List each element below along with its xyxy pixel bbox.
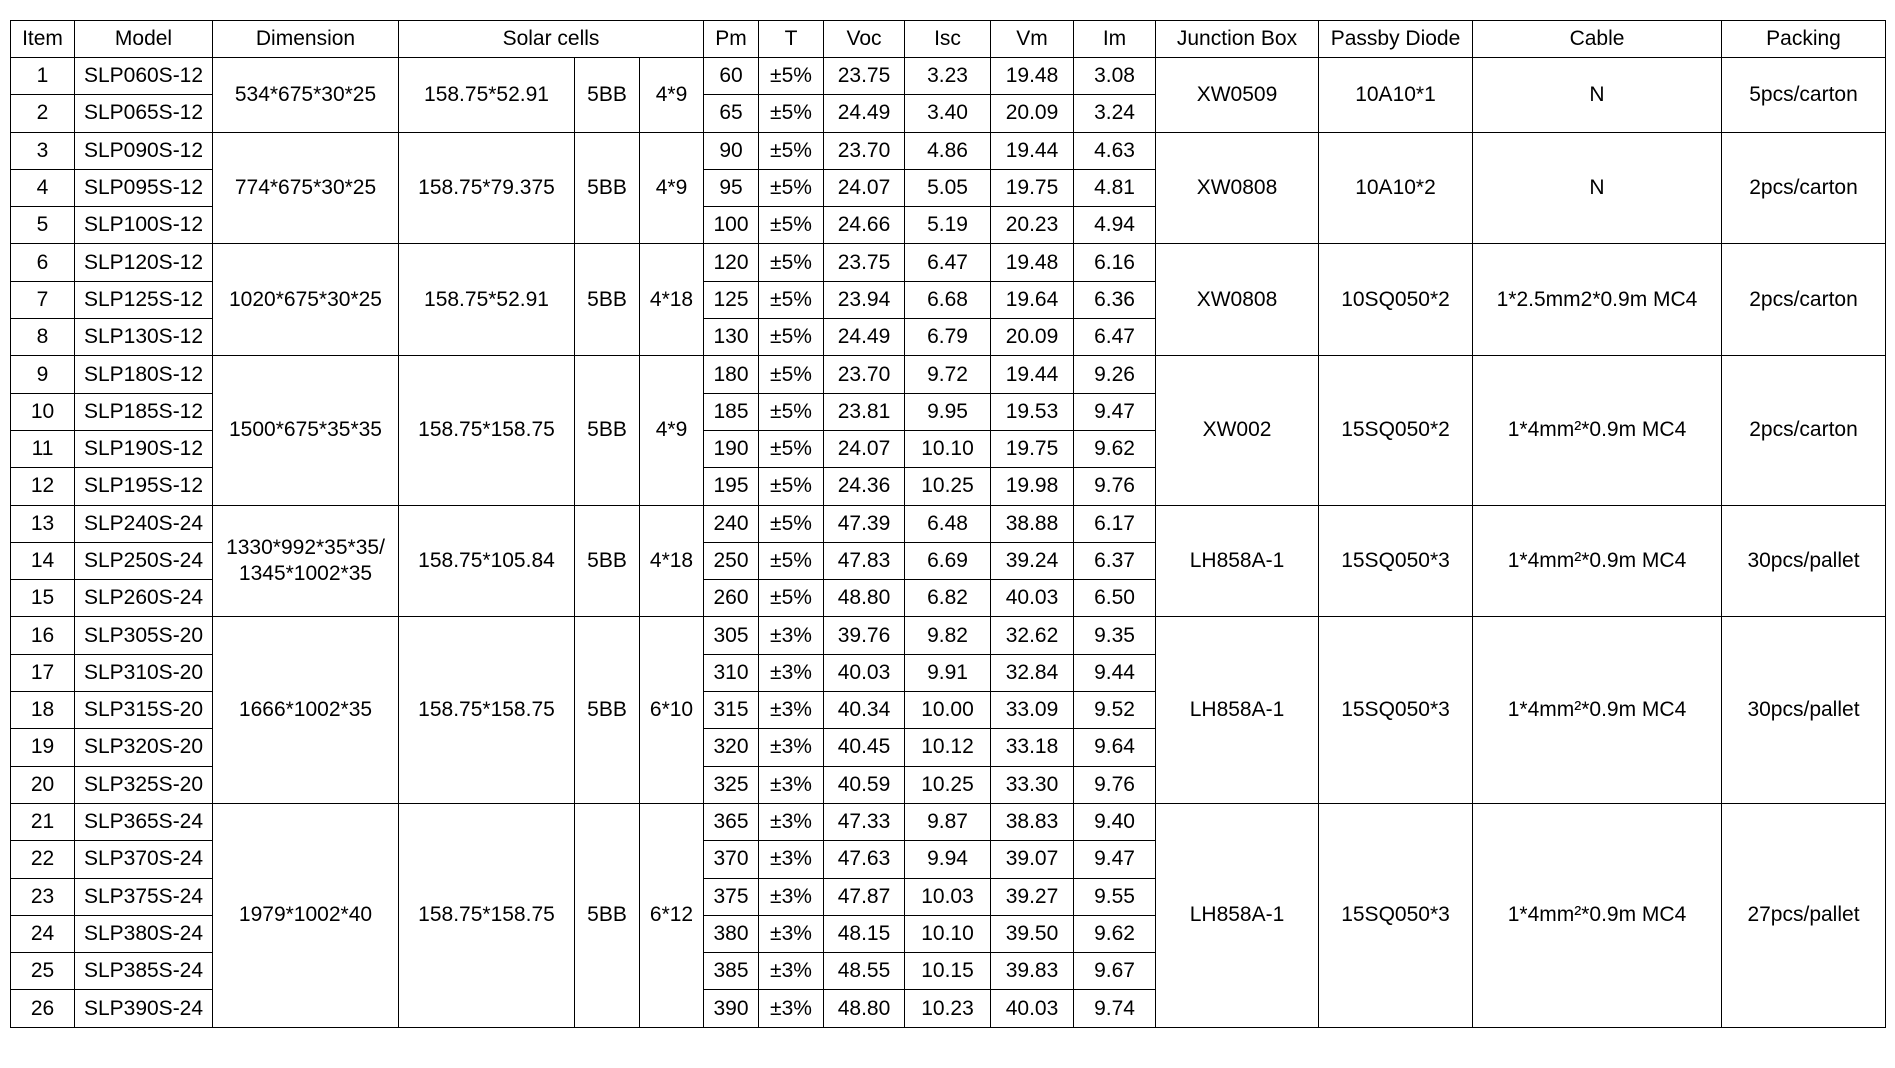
cell-t: ±3% [759, 692, 824, 729]
cell-pm: 250 [704, 542, 759, 579]
header-junction-box: Junction Box [1156, 21, 1319, 58]
cell-t: ±5% [759, 58, 824, 95]
cell-t: ±5% [759, 169, 824, 206]
cell-busbar: 5BB [575, 244, 640, 356]
cell-pm: 195 [704, 468, 759, 505]
cell-vm: 19.48 [991, 244, 1074, 281]
header-pm: Pm [704, 21, 759, 58]
cell-model: SLP250S-24 [75, 542, 213, 579]
cell-busbar: 5BB [575, 356, 640, 505]
cell-cell-layout: 4*9 [640, 356, 704, 505]
spec-sheet [10, 20, 1886, 1028]
cell-isc: 9.72 [905, 356, 991, 393]
cell-t: ±3% [759, 729, 824, 766]
cell-dimension: 1979*1002*40 [213, 803, 399, 1027]
cell-pm: 95 [704, 169, 759, 206]
cell-pm: 90 [704, 132, 759, 169]
cell-cell-layout: 4*18 [640, 505, 704, 617]
cell-model: SLP380S-24 [75, 915, 213, 952]
cell-junction-box: XW002 [1156, 356, 1319, 505]
cell-isc: 10.10 [905, 430, 991, 467]
cell-model: SLP260S-24 [75, 580, 213, 617]
cell-packing: 30pcs/pallet [1722, 617, 1886, 803]
cell-item: 20 [11, 766, 75, 803]
cell-pm: 120 [704, 244, 759, 281]
cell-solar-cell-size: 158.75*79.375 [399, 132, 575, 244]
cell-item: 14 [11, 542, 75, 579]
cell-item: 10 [11, 393, 75, 430]
cell-packing: 2pcs/carton [1722, 244, 1886, 356]
cell-im: 9.64 [1074, 729, 1156, 766]
cell-pm: 60 [704, 58, 759, 95]
cell-busbar: 5BB [575, 617, 640, 803]
header-dimension: Dimension [213, 21, 399, 58]
cell-junction-box: XW0808 [1156, 244, 1319, 356]
cell-t: ±3% [759, 803, 824, 840]
cell-voc: 24.36 [824, 468, 905, 505]
cell-busbar: 5BB [575, 505, 640, 617]
cell-cell-layout: 4*18 [640, 244, 704, 356]
cell-t: ±3% [759, 953, 824, 990]
cell-dimension: 1666*1002*35 [213, 617, 399, 803]
cell-isc: 9.87 [905, 803, 991, 840]
cell-isc: 10.10 [905, 915, 991, 952]
cell-passby-diode: 15SQ050*3 [1319, 803, 1473, 1027]
cell-junction-box: LH858A-1 [1156, 803, 1319, 1027]
cell-item: 5 [11, 207, 75, 244]
header-t: T [759, 21, 824, 58]
cell-model: SLP065S-12 [75, 95, 213, 132]
cell-im: 6.16 [1074, 244, 1156, 281]
cell-dimension: 534*675*30*25 [213, 58, 399, 133]
solar-module-spec-table [10, 20, 1886, 1028]
cell-pm: 385 [704, 953, 759, 990]
cell-vm: 19.75 [991, 430, 1074, 467]
cell-item: 25 [11, 953, 75, 990]
cell-item: 6 [11, 244, 75, 281]
cell-vm: 19.75 [991, 169, 1074, 206]
cell-cell-layout: 6*12 [640, 803, 704, 1027]
cell-im: 9.47 [1074, 841, 1156, 878]
cell-cable: N [1473, 132, 1722, 244]
cell-vm: 39.24 [991, 542, 1074, 579]
cell-item: 19 [11, 729, 75, 766]
cell-voc: 24.49 [824, 95, 905, 132]
cell-isc: 4.86 [905, 132, 991, 169]
cell-item: 18 [11, 692, 75, 729]
cell-pm: 375 [704, 878, 759, 915]
cell-item: 15 [11, 580, 75, 617]
cell-model: SLP130S-12 [75, 319, 213, 356]
cell-im: 9.74 [1074, 990, 1156, 1027]
cell-t: ±5% [759, 468, 824, 505]
cell-isc: 9.94 [905, 841, 991, 878]
cell-im: 9.52 [1074, 692, 1156, 729]
cell-pm: 305 [704, 617, 759, 654]
cell-item: 3 [11, 132, 75, 169]
header-row [11, 21, 1886, 58]
header-isc: Isc [905, 21, 991, 58]
cell-model: SLP100S-12 [75, 207, 213, 244]
cell-packing: 27pcs/pallet [1722, 803, 1886, 1027]
cell-pm: 315 [704, 692, 759, 729]
cell-model: SLP120S-12 [75, 244, 213, 281]
cell-packing: 2pcs/carton [1722, 356, 1886, 505]
cell-voc: 47.83 [824, 542, 905, 579]
cell-pm: 380 [704, 915, 759, 952]
cell-t: ±5% [759, 281, 824, 318]
cell-dimension: 1020*675*30*25 [213, 244, 399, 356]
cell-t: ±5% [759, 132, 824, 169]
cell-item: 11 [11, 430, 75, 467]
header-passby-diode: Passby Diode [1319, 21, 1473, 58]
cell-im: 4.94 [1074, 207, 1156, 244]
cell-isc: 6.69 [905, 542, 991, 579]
cell-voc: 23.94 [824, 281, 905, 318]
cell-t: ±5% [759, 95, 824, 132]
cell-voc: 40.45 [824, 729, 905, 766]
table-row [11, 617, 1886, 654]
cell-vm: 33.30 [991, 766, 1074, 803]
cell-dimension: 1500*675*35*35 [213, 356, 399, 505]
cell-passby-diode: 15SQ050*2 [1319, 356, 1473, 505]
cell-pm: 190 [704, 430, 759, 467]
cell-item: 21 [11, 803, 75, 840]
cell-item: 16 [11, 617, 75, 654]
cell-voc: 40.34 [824, 692, 905, 729]
cell-item: 23 [11, 878, 75, 915]
cell-cable: 1*4mm²*0.9m MC4 [1473, 803, 1722, 1027]
cell-im: 6.36 [1074, 281, 1156, 318]
cell-item: 26 [11, 990, 75, 1027]
cell-vm: 33.09 [991, 692, 1074, 729]
cell-vm: 40.03 [991, 990, 1074, 1027]
cell-item: 22 [11, 841, 75, 878]
cell-im: 6.17 [1074, 505, 1156, 542]
cell-solar-cell-size: 158.75*52.91 [399, 244, 575, 356]
cell-pm: 390 [704, 990, 759, 1027]
cell-vm: 39.83 [991, 953, 1074, 990]
cell-packing: 30pcs/pallet [1722, 505, 1886, 617]
cell-t: ±3% [759, 617, 824, 654]
cell-item: 1 [11, 58, 75, 95]
cell-model: SLP365S-24 [75, 803, 213, 840]
header-model: Model [75, 21, 213, 58]
cell-isc: 6.79 [905, 319, 991, 356]
cell-pm: 260 [704, 580, 759, 617]
cell-vm: 19.48 [991, 58, 1074, 95]
cell-t: ±3% [759, 654, 824, 691]
cell-isc: 9.91 [905, 654, 991, 691]
cell-passby-diode: 15SQ050*3 [1319, 505, 1473, 617]
cell-pm: 125 [704, 281, 759, 318]
cell-junction-box: XW0808 [1156, 132, 1319, 244]
cell-t: ±5% [759, 430, 824, 467]
cell-isc: 5.19 [905, 207, 991, 244]
cell-t: ±3% [759, 878, 824, 915]
cell-item: 8 [11, 319, 75, 356]
cell-voc: 23.75 [824, 244, 905, 281]
cell-model: SLP185S-12 [75, 393, 213, 430]
cell-model: SLP125S-12 [75, 281, 213, 318]
cell-model: SLP195S-12 [75, 468, 213, 505]
cell-vm: 33.18 [991, 729, 1074, 766]
cell-vm: 20.23 [991, 207, 1074, 244]
table-row [11, 132, 1886, 169]
cell-model: SLP180S-12 [75, 356, 213, 393]
cell-cell-layout: 6*10 [640, 617, 704, 803]
table-row [11, 505, 1886, 542]
cell-im: 9.76 [1074, 468, 1156, 505]
cell-vm: 39.27 [991, 878, 1074, 915]
cell-t: ±5% [759, 207, 824, 244]
cell-busbar: 5BB [575, 132, 640, 244]
cell-pm: 370 [704, 841, 759, 878]
cell-voc: 24.07 [824, 169, 905, 206]
cell-model: SLP370S-24 [75, 841, 213, 878]
header-vm: Vm [991, 21, 1074, 58]
cell-t: ±3% [759, 841, 824, 878]
cell-packing: 5pcs/carton [1722, 58, 1886, 133]
cell-voc: 48.15 [824, 915, 905, 952]
cell-item: 9 [11, 356, 75, 393]
cell-pm: 180 [704, 356, 759, 393]
cell-item: 17 [11, 654, 75, 691]
cell-junction-box: XW0509 [1156, 58, 1319, 133]
cell-isc: 6.82 [905, 580, 991, 617]
cell-passby-diode: 15SQ050*3 [1319, 617, 1473, 803]
cell-solar-cell-size: 158.75*105.84 [399, 505, 575, 617]
cell-t: ±5% [759, 505, 824, 542]
cell-t: ±5% [759, 356, 824, 393]
cell-voc: 24.07 [824, 430, 905, 467]
cell-im: 9.26 [1074, 356, 1156, 393]
cell-model: SLP385S-24 [75, 953, 213, 990]
cell-isc: 9.82 [905, 617, 991, 654]
cell-isc: 10.00 [905, 692, 991, 729]
cell-model: SLP060S-12 [75, 58, 213, 95]
header-voc: Voc [824, 21, 905, 58]
cell-im: 9.35 [1074, 617, 1156, 654]
cell-vm: 32.62 [991, 617, 1074, 654]
table-row [11, 58, 1886, 95]
cell-isc: 3.40 [905, 95, 991, 132]
cell-t: ±5% [759, 580, 824, 617]
cell-pm: 325 [704, 766, 759, 803]
cell-solar-cell-size: 158.75*158.75 [399, 617, 575, 803]
cell-t: ±5% [759, 244, 824, 281]
cell-model: SLP390S-24 [75, 990, 213, 1027]
table-row [11, 244, 1886, 281]
cell-model: SLP320S-20 [75, 729, 213, 766]
cell-im: 3.08 [1074, 58, 1156, 95]
cell-t: ±3% [759, 766, 824, 803]
cell-voc: 39.76 [824, 617, 905, 654]
cell-vm: 38.83 [991, 803, 1074, 840]
cell-solar-cell-size: 158.75*158.75 [399, 356, 575, 505]
cell-pm: 100 [704, 207, 759, 244]
table-body [11, 58, 1886, 1028]
cell-item: 4 [11, 169, 75, 206]
cell-solar-cell-size: 158.75*158.75 [399, 803, 575, 1027]
header-cable: Cable [1473, 21, 1722, 58]
cell-model: SLP310S-20 [75, 654, 213, 691]
cell-passby-diode: 10SQ050*2 [1319, 244, 1473, 356]
cell-voc: 48.80 [824, 990, 905, 1027]
cell-isc: 6.48 [905, 505, 991, 542]
cell-im: 6.47 [1074, 319, 1156, 356]
cell-cell-layout: 4*9 [640, 58, 704, 133]
cell-cable: N [1473, 58, 1722, 133]
cell-pm: 185 [704, 393, 759, 430]
cell-vm: 32.84 [991, 654, 1074, 691]
cell-im: 9.40 [1074, 803, 1156, 840]
cell-voc: 24.66 [824, 207, 905, 244]
cell-item: 13 [11, 505, 75, 542]
cell-pm: 320 [704, 729, 759, 766]
cell-pm: 130 [704, 319, 759, 356]
cell-isc: 10.23 [905, 990, 991, 1027]
cell-im: 4.81 [1074, 169, 1156, 206]
cell-vm: 19.44 [991, 132, 1074, 169]
header-solar-cells: Solar cells [399, 21, 704, 58]
cell-vm: 20.09 [991, 95, 1074, 132]
cell-vm: 38.88 [991, 505, 1074, 542]
cell-vm: 39.07 [991, 841, 1074, 878]
cell-pm: 365 [704, 803, 759, 840]
cell-pm: 310 [704, 654, 759, 691]
cell-pm: 240 [704, 505, 759, 542]
cell-item: 12 [11, 468, 75, 505]
cell-im: 4.63 [1074, 132, 1156, 169]
cell-t: ±5% [759, 319, 824, 356]
cell-packing: 2pcs/carton [1722, 132, 1886, 244]
cell-vm: 19.98 [991, 468, 1074, 505]
cell-isc: 5.05 [905, 169, 991, 206]
cell-im: 9.67 [1074, 953, 1156, 990]
cell-vm: 39.50 [991, 915, 1074, 952]
cell-t: ±5% [759, 393, 824, 430]
cell-model: SLP315S-20 [75, 692, 213, 729]
cell-item: 2 [11, 95, 75, 132]
cell-cable: 1*4mm²*0.9m MC4 [1473, 617, 1722, 803]
cell-voc: 47.33 [824, 803, 905, 840]
cell-model: SLP095S-12 [75, 169, 213, 206]
cell-im: 9.62 [1074, 430, 1156, 467]
cell-voc: 40.03 [824, 654, 905, 691]
cell-im: 6.37 [1074, 542, 1156, 579]
cell-junction-box: LH858A-1 [1156, 505, 1319, 617]
cell-voc: 23.81 [824, 393, 905, 430]
cell-voc: 23.75 [824, 58, 905, 95]
cell-solar-cell-size: 158.75*52.91 [399, 58, 575, 133]
cell-busbar: 5BB [575, 803, 640, 1027]
cell-im: 3.24 [1074, 95, 1156, 132]
cell-junction-box: LH858A-1 [1156, 617, 1319, 803]
cell-voc: 47.39 [824, 505, 905, 542]
cell-pm: 65 [704, 95, 759, 132]
cell-im: 6.50 [1074, 580, 1156, 617]
cell-isc: 6.47 [905, 244, 991, 281]
cell-cable: 1*4mm²*0.9m MC4 [1473, 505, 1722, 617]
cell-vm: 40.03 [991, 580, 1074, 617]
header-im: Im [1074, 21, 1156, 58]
cell-isc: 10.25 [905, 766, 991, 803]
cell-dimension: 774*675*30*25 [213, 132, 399, 244]
cell-voc: 48.55 [824, 953, 905, 990]
cell-isc: 9.95 [905, 393, 991, 430]
header-packing: Packing [1722, 21, 1886, 58]
cell-im: 9.62 [1074, 915, 1156, 952]
cell-im: 9.76 [1074, 766, 1156, 803]
cell-voc: 47.63 [824, 841, 905, 878]
cell-busbar: 5BB [575, 58, 640, 133]
cell-cable: 1*2.5mm2*0.9m MC4 [1473, 244, 1722, 356]
cell-model: SLP090S-12 [75, 132, 213, 169]
header-item: Item [11, 21, 75, 58]
cell-vm: 20.09 [991, 319, 1074, 356]
cell-t: ±3% [759, 990, 824, 1027]
cell-voc: 23.70 [824, 132, 905, 169]
cell-voc: 48.80 [824, 580, 905, 617]
cell-dimension: 1330*992*35*35/ 1345*1002*35 [213, 505, 399, 617]
cell-isc: 10.03 [905, 878, 991, 915]
cell-isc: 10.12 [905, 729, 991, 766]
cell-cable: 1*4mm²*0.9m MC4 [1473, 356, 1722, 505]
cell-model: SLP240S-24 [75, 505, 213, 542]
cell-passby-diode: 10A10*2 [1319, 132, 1473, 244]
cell-isc: 6.68 [905, 281, 991, 318]
cell-vm: 19.44 [991, 356, 1074, 393]
cell-model: SLP375S-24 [75, 878, 213, 915]
cell-voc: 23.70 [824, 356, 905, 393]
cell-vm: 19.64 [991, 281, 1074, 318]
cell-im: 9.47 [1074, 393, 1156, 430]
table-row [11, 356, 1886, 393]
cell-item: 24 [11, 915, 75, 952]
cell-cell-layout: 4*9 [640, 132, 704, 244]
cell-im: 9.44 [1074, 654, 1156, 691]
cell-passby-diode: 10A10*1 [1319, 58, 1473, 133]
cell-isc: 3.23 [905, 58, 991, 95]
cell-voc: 47.87 [824, 878, 905, 915]
cell-vm: 19.53 [991, 393, 1074, 430]
cell-item: 7 [11, 281, 75, 318]
cell-isc: 10.25 [905, 468, 991, 505]
cell-t: ±5% [759, 542, 824, 579]
cell-model: SLP190S-12 [75, 430, 213, 467]
cell-model: SLP325S-20 [75, 766, 213, 803]
table-row [11, 803, 1886, 840]
cell-isc: 10.15 [905, 953, 991, 990]
cell-model: SLP305S-20 [75, 617, 213, 654]
cell-im: 9.55 [1074, 878, 1156, 915]
cell-voc: 24.49 [824, 319, 905, 356]
cell-t: ±3% [759, 915, 824, 952]
cell-voc: 40.59 [824, 766, 905, 803]
